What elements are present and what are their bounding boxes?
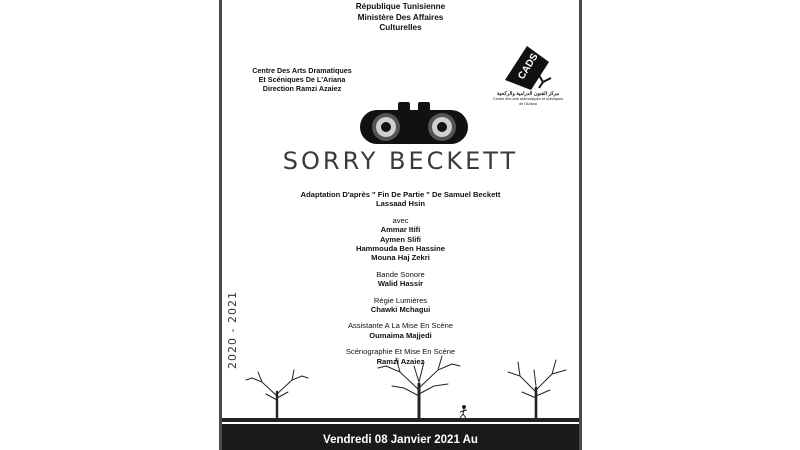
cads-logo-text: CADS: [516, 51, 541, 82]
lights-label: Régie Lumières: [373, 295, 428, 305]
cast-label: avec: [392, 215, 409, 225]
logo-caption-arabic: مركز الفنون الدرامية والركحية: [496, 91, 560, 97]
header-line-3: Culturelles: [379, 23, 422, 32]
logo-caption: [492, 92, 564, 106]
cast-member: Aymen Slifi: [379, 234, 422, 244]
date-banner: Vendredi 08 Janvier 2021 Au: [222, 424, 579, 450]
cast-member: Hammouda Ben Hassine: [355, 244, 446, 254]
header-line-1: République Tunisienne: [355, 2, 446, 11]
centre-line-1: Centre Des Arts Dramatiques: [252, 66, 352, 75]
adaptation-line: Adaptation D'après " Fin De Partie " De Samuel Beckett: [300, 190, 501, 199]
direction-name: Ramzi Azaiez: [376, 356, 425, 366]
cast-member: Mouna Haj Zekri: [371, 253, 430, 263]
trees-illustration: [222, 352, 579, 424]
season-year: 2020 - 2021: [226, 291, 239, 369]
assistant-label: Assistante A La Mise En Scène: [347, 321, 454, 331]
assistant-name: Oumaima Majjedi: [369, 330, 432, 340]
header-line-2: Ministère Des Affaires: [357, 12, 444, 22]
sound-name: Walid Hassir: [377, 279, 424, 289]
sound-label: Bande Sonore: [376, 269, 425, 279]
lights-name: Chawki Mchagui: [370, 305, 431, 315]
binoculars-icon: [358, 100, 470, 148]
centre-line-3: Direction Ramzi Azaiez: [262, 84, 342, 94]
credits: [222, 190, 579, 366]
direction-label: Scénographie Et Mise En Scène: [345, 347, 456, 357]
play-title: SORRY BECKETT: [282, 147, 519, 175]
cast-member: Ammar Itifi: [380, 225, 421, 235]
poster: [219, 0, 582, 450]
centre-line-2: Et Scéniques De L'Ariana: [258, 75, 346, 85]
adapter-name: Lassaad Hsin: [376, 199, 425, 209]
centre-info: [232, 66, 372, 94]
logo-caption-french: Centre des arts dramatiques et scéniques de l'Ariana: [492, 96, 564, 106]
ministry-header: [222, 2, 579, 34]
